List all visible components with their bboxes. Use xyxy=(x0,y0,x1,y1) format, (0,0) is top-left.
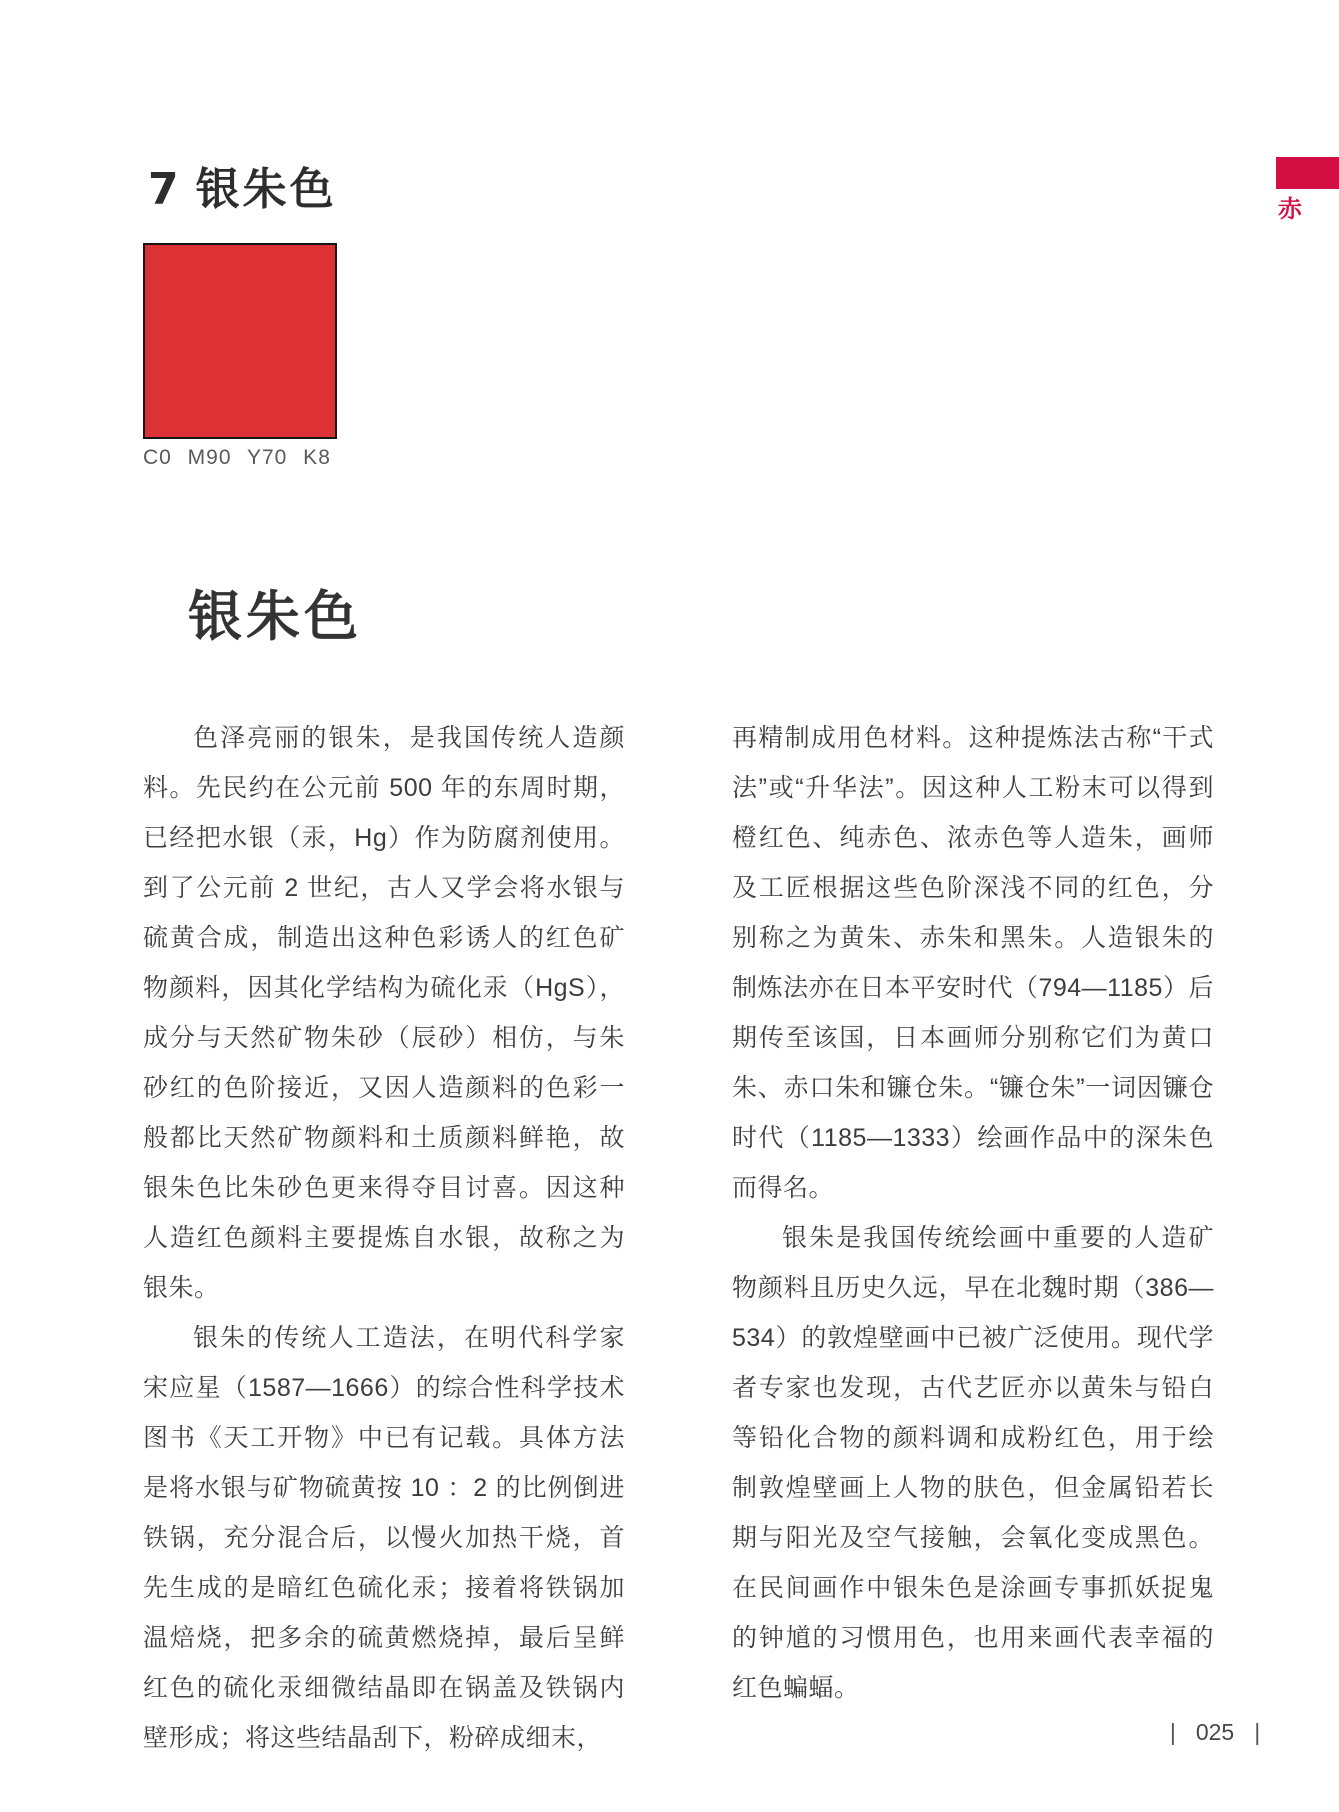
page-number: 025 xyxy=(1195,1719,1235,1745)
article-body xyxy=(143,713,1214,1763)
chapter-category-label: 赤 xyxy=(1278,196,1302,223)
footer-separator: | xyxy=(1169,1719,1176,1745)
paragraph: 再精制成用色材料。这种提炼法古称“干式法”或“升华法”。因这种人工粉末可以得到橙红色、纯赤色、浓赤色等人造朱，画师及工匠根据这些色阶深浅不同的红色，分别称之为黄朱、赤朱和黑朱。人造银朱的制炼法亦在日本平安时代（794—1185）后期传至该国，日本画师分别称它们为黄口朱、赤口朱和镰仓朱。“镰仓朱”一词因镰仓时代（1185—1333）绘画作品中的深朱色而得名。 xyxy=(732,724,1214,1202)
right-column xyxy=(732,713,1214,1763)
left-column xyxy=(143,713,625,1763)
footer-separator: | xyxy=(1254,1719,1261,1745)
paragraph: 色泽亮丽的银朱，是我国传统人造颜料。先民约在公元前 500 年的东周时期，已经把水银（汞，Hg）作为防腐剂使用。到了公元前 2 世纪，古人又学会将水银与硫黄合成，制造出这种色彩诱人的红色矿物颜料，因其化学结构为硫化汞（HgS），成分与天然矿物朱砂（辰砂）相仿，与朱砂红的色阶接近，又因人造颜料的色彩一般都比天然矿物颜料和土质颜料鲜艳，故银朱色比朱砂色更来得夺目讨喜。因这种人造红色颜料主要提炼自水银，故称之为银朱。 xyxy=(143,724,625,1302)
chapter-heading xyxy=(148,166,337,214)
chapter-number: 7 xyxy=(148,164,182,215)
chapter-color-tab xyxy=(1276,157,1339,189)
paragraph: 银朱是我国传统绘画中重要的人造矿物颜料且历史久远，早在北魏时期（386—534）的敦煌壁画中已被广泛使用。现代学者专家也发现，古代艺匠亦以黄朱与铅白等铅化合物的颜料调和成粉红色，用于绘制敦煌壁画上人物的肤色，但金属铅若长期与阳光及空气接触，会氧化变成黑色。在民间画作中银朱色是涂画专事抓妖捉鬼的钟馗的习惯用色，也用来画代表幸福的红色蝙蝠。 xyxy=(732,1224,1214,1702)
color-swatch xyxy=(143,243,337,439)
cmyk-values: C0 M90 Y70 K8 xyxy=(143,446,331,469)
page-footer xyxy=(1150,1719,1280,1746)
paragraph: 银朱的传统人工造法，在明代科学家宋应星（1587—1666）的综合性科学技术图书《天工开物》中已有记载。具体方法是将水银与矿物硫黄按 10 ：2 的比例倒进铁锅，充分混合后，以慢火加热干烧，首先生成的是暗红色硫化汞；接着将铁锅加温焙烧，把多余的硫黄燃烧掉，最后呈鲜红色的硫化汞细微结晶即在锅盖及铁锅内壁形成；将这些结晶刮下，粉碎成细末， xyxy=(143,1324,625,1752)
chapter-title: 银朱色 xyxy=(195,164,337,215)
section-title: 银朱色 xyxy=(188,587,362,647)
